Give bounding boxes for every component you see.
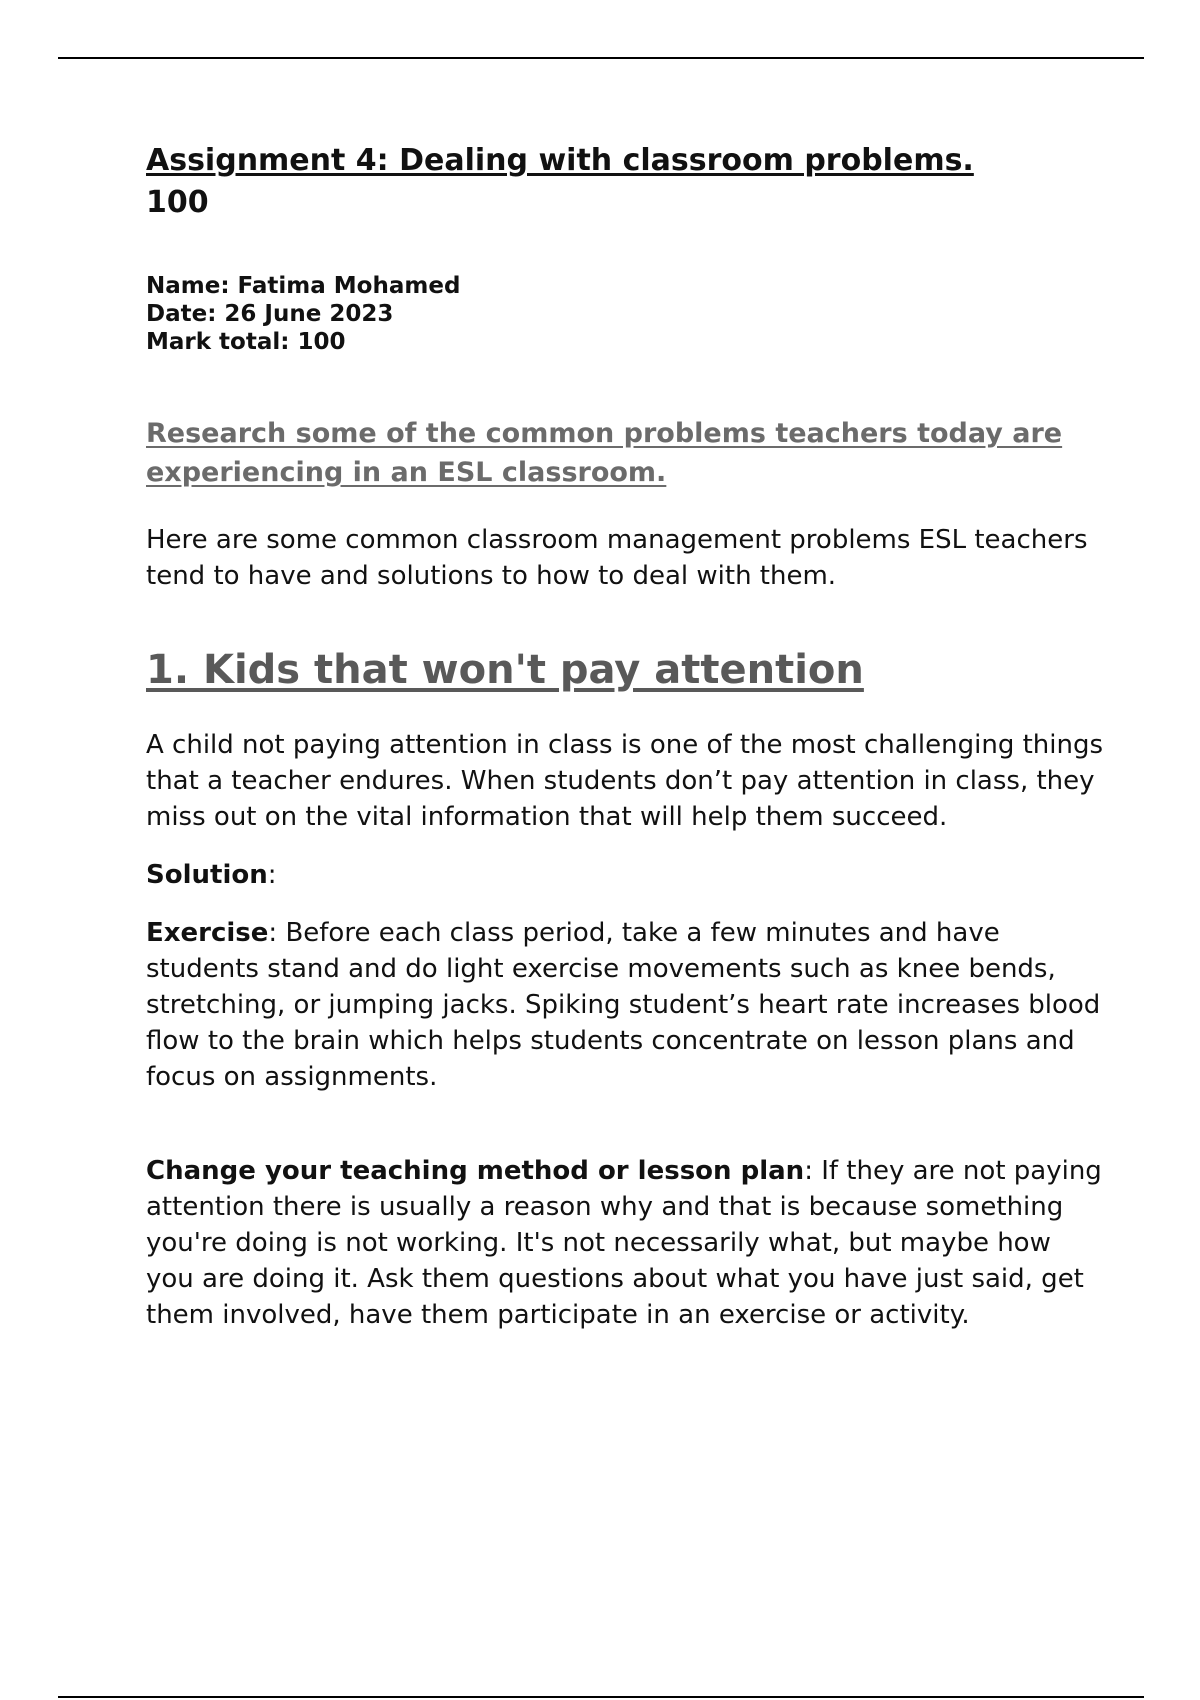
mark-total: Mark total: 100	[146, 329, 346, 355]
bottom-divider	[58, 1696, 1144, 1698]
solution-label: Solution	[146, 860, 268, 891]
top-divider	[58, 57, 1144, 59]
assignment-title-text: Assignment 4: Dealing with classroom problems.	[146, 143, 974, 178]
intro-paragraph: Here are some common classroom management problems ESL teachers tend to have and solutions to how to deal with them.	[146, 525, 1088, 591]
section-1-body: A child not paying attention in class is one of the most challenging things that a teacher endures. When students don’t pay attention in class, they miss out on the vital information that will help them succeed.	[146, 730, 1104, 833]
solution-label-line	[146, 857, 1106, 893]
student-info	[146, 272, 1106, 356]
solution-colon: :	[267, 860, 277, 891]
exercise-label: Exercise	[146, 918, 269, 949]
student-name: Name: Fatima Mohamed	[146, 273, 461, 299]
document-page	[146, 140, 1106, 1333]
assignment-title-score: 100	[146, 185, 209, 220]
change-method-text: : If they are not paying attention there is usually a reason why and that is because something you're doing is not working. It's not necessarily what, but maybe how you are doing it. Ask them questions about what you have just said, get them involved, have them participate in an exercise or activity.	[146, 1156, 1102, 1331]
assignment-title	[146, 140, 1106, 224]
exercise-paragraph	[146, 915, 1106, 1095]
change-method-label: Change your teaching method or lesson plan	[146, 1156, 805, 1187]
section-1-heading: 1. Kids that won't pay attention	[146, 647, 864, 693]
change-method-paragraph	[146, 1153, 1106, 1333]
submission-date: Date: 26 June 2023	[146, 301, 394, 327]
exercise-text: : Before each class period, take a few minutes and have students stand and do light exercise movements such as knee bends, stretching, or jumping jacks. Spiking student’s heart rate increases blood flow to the brain which helps students concentrate on lesson plans and focus on assignments.	[146, 918, 1101, 1093]
research-heading: Research some of the common problems teachers today are experiencing in an ESL classroom.	[146, 418, 1063, 488]
